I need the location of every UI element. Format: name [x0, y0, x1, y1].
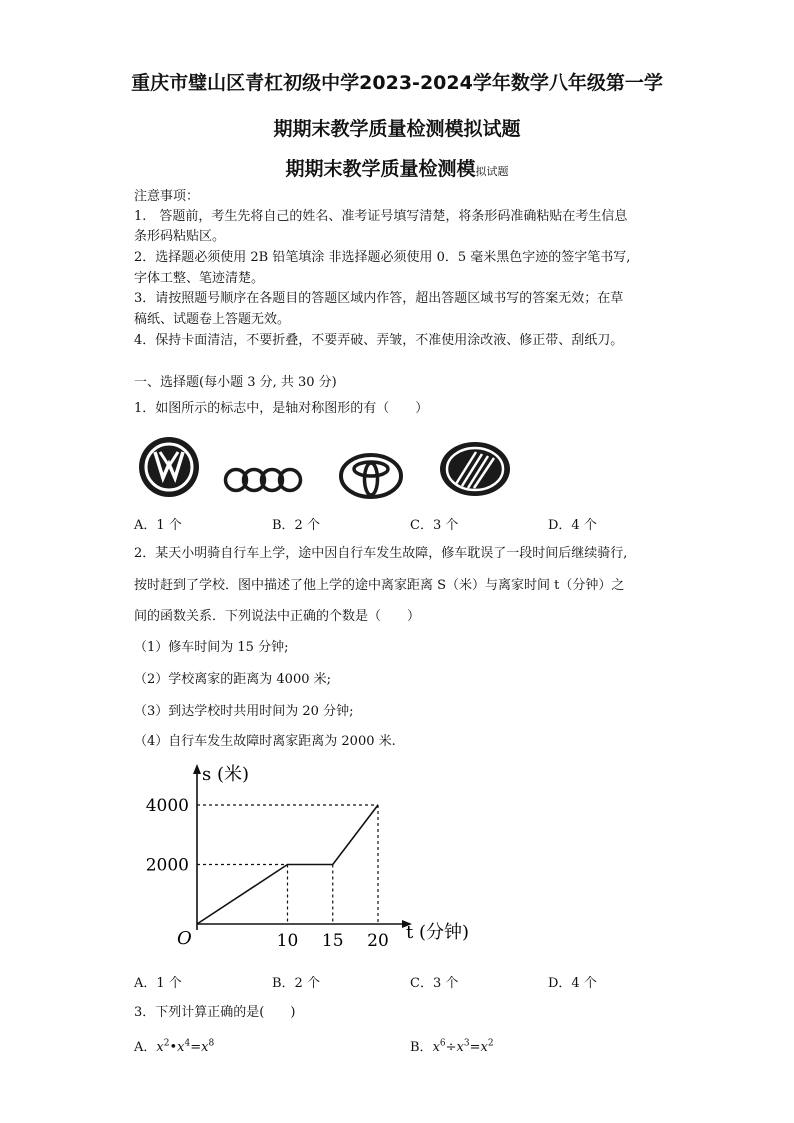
q2-option-c: C．3 个 — [410, 976, 459, 991]
q3-option-a: A．$x^2•x^4=x^8$ — [134, 1038, 215, 1055]
x-tick-label: 15 — [321, 931, 344, 951]
q3-stem: 3．下列计算正确的是( ) — [134, 1005, 296, 1020]
origin-label: O — [177, 928, 192, 949]
q1-option-a: A．1 个 — [134, 518, 182, 533]
q2-stem-line: 间的函数关系．下列说法中正确的个数是（ ） — [134, 609, 421, 624]
q2-option-b: B．2 个 — [272, 976, 320, 991]
q1-option-d: D．4 个 — [548, 518, 597, 533]
vw-logo-icon — [138, 436, 200, 498]
brand-logo-icon — [438, 440, 512, 498]
x-tick-label: 20 — [367, 931, 389, 951]
section-heading: 一、选择题(每小题 3 分, 共 30 分) — [134, 375, 337, 390]
notice-line: 条形码粘贴区。 — [134, 229, 226, 244]
audi-rings-icon — [222, 466, 304, 494]
notice-line: 字体工整、笔迹清楚。 — [134, 271, 265, 286]
q2-option-a: A．1 个 — [134, 976, 182, 991]
y-axis-label: s (米) — [202, 764, 250, 785]
distance-time-chart — [130, 758, 480, 958]
title-line-2: 期期末教学质量检测模拟试题 — [273, 118, 521, 140]
title-line-3-small: 拟试题 — [475, 165, 509, 178]
q3-option-b: B．$x^6\div x^3=x^2$ — [410, 1038, 494, 1055]
notice-heading: 注意事项： — [134, 189, 200, 204]
title-line-3 — [0, 154, 794, 181]
q1-option-c: C．3 个 — [410, 518, 459, 533]
q2-statement: （1）修车时间为 15 分钟; — [134, 640, 289, 655]
y-tick-label: 4000 — [145, 796, 189, 816]
x-tick-label: 10 — [276, 931, 299, 951]
q2-option-d: D．4 个 — [548, 976, 597, 991]
q2-stem-line: 2．某天小明骑自行车上学，途中因自行车发生故障，修车耽误了一段时间后继续骑行, — [134, 546, 628, 561]
title-line-3-main: 期期末教学质量检测模 — [285, 158, 476, 180]
q2-statement: （4）自行车发生故障时离家距离为 2000 米. — [134, 734, 396, 749]
q3-option-a-label: A． — [134, 1040, 157, 1055]
y-tick-label: 2000 — [145, 855, 189, 876]
q1-option-b: B．2 个 — [272, 518, 320, 533]
q3-option-b-label: B． — [410, 1040, 433, 1055]
notice-line: 2．选择题必须使用 2B 铅笔填涂 非选择题必须使用 0．5 毫米黑色字迹的签字笔书写, — [134, 250, 631, 265]
notice-line: 稿纸、试题卷上答题无效。 — [134, 312, 291, 327]
notice-line: 4．保持卡面清洁，不要折叠，不要弄破、弄皱，不准使用涂改液、修正带、刮纸刀。 — [134, 333, 624, 348]
notice-line: 1. 答题前，考生先将自己的姓名、准考证号填写清楚，将条形码准确粘贴在考生信息 — [134, 209, 628, 224]
x-axis-label: t (分钟) — [406, 922, 469, 943]
q2-stem-line: 按时赶到了学校．图中描述了他上学的途中离家距离 S（米）与离家时间 t（分钟）之 — [134, 578, 625, 593]
title-line-1: 重庆市璧山区青杠初级中学2023-2024学年数学八年级第一学 — [131, 72, 663, 94]
notice-line: 3．请按照题号顺序在各题目的答题区域内作答，超出答题区域书写的答案无效；在草 — [134, 291, 624, 306]
toyota-logo-icon — [338, 452, 404, 500]
q1-stem: 1．如图所示的标志中，是轴对称图形的有（ ） — [134, 401, 429, 416]
q2-statement: （3）到达学校时共用时间为 20 分钟; — [134, 704, 354, 719]
y-axis-arrow — [193, 764, 201, 774]
q2-statement: （2）学校离家的距离为 4000 米; — [134, 672, 331, 687]
